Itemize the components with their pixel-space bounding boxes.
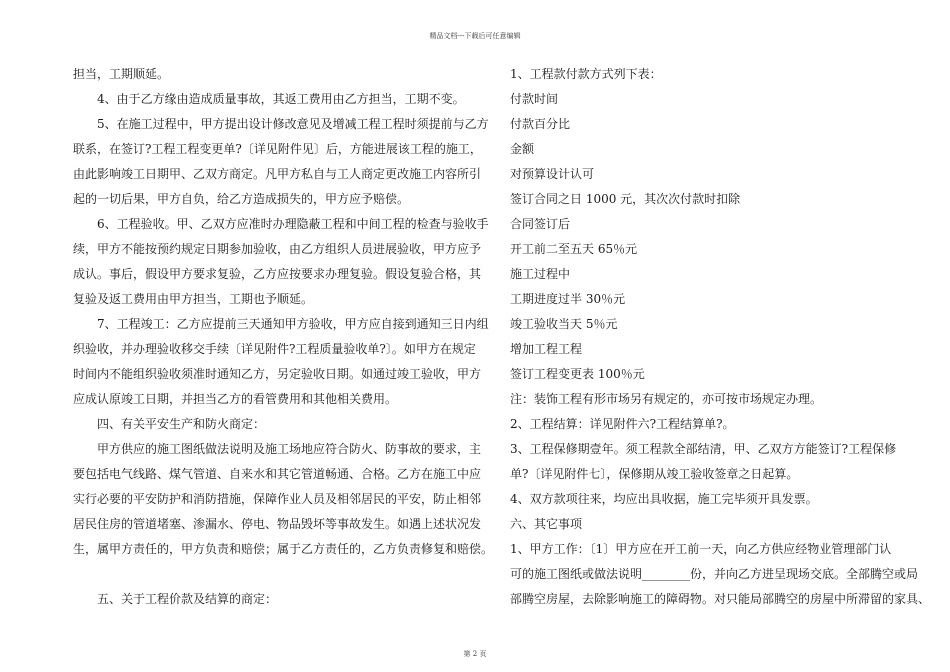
left-text-line: 五、关于工程价款及结算的商定： (97, 592, 278, 606)
left-text-line: 4、由于乙方缘由造成质量事故，其返工费用由乙方担当，工期不变。 (97, 92, 465, 106)
right-text-line: 1、甲方工作：〔1〕甲方应在开工前一天，向乙方供应经物业管理部门认 (510, 542, 892, 556)
left-text-line: 四、有关平安生产和防火商定： (97, 417, 266, 431)
right-text-line: 2、工程结算：详见附件六?工程结算单?。 (510, 417, 735, 431)
left-text-line: 6、工程验收。甲、乙双方应准时办理隐蔽工程和中间工程的检查与验收手 (97, 217, 489, 231)
right-column (510, 62, 931, 612)
right-text-line: 对预算设计认可 (510, 167, 595, 181)
right-text-line: 合同签订后 (510, 217, 571, 231)
left-text-line: 成认。事后，假设甲方要求复验，乙方应按要求办理复验。假设复验合格，其 (73, 267, 482, 281)
right-text-line: 金额 (510, 142, 535, 156)
left-text-line: 由此影响竣工日期甲、乙双方商定。凡甲方私自与工人商定更改施工内容所引 (73, 167, 482, 181)
left-column (73, 62, 494, 612)
left-text-line: 生，属甲方责任的，甲方负责和赔偿；属于乙方责任的，乙方负责修复和赔偿。 (73, 542, 494, 556)
right-text-line: 施工过程中 (510, 267, 571, 281)
right-text-line: 六、其它事项 (510, 517, 583, 531)
right-text-line: 部腾空房屋，去除影响施工的障碍物。对只能局部腾空的房屋中所滞留的家具、 (510, 592, 931, 606)
right-text-line: 付款百分比 (510, 117, 571, 131)
left-text-line: 要包括电气线路、煤气管道、自来水和其它管道畅通、合格。乙方在施工中应 (73, 467, 482, 481)
right-text-line: 工期进度过半 30％元 (510, 292, 626, 306)
left-text-line: 时间内不能组织验收须准时通知乙方，另定验收日期。如通过竣工验收，甲方 (73, 367, 482, 381)
left-text-line: 复验及返工费用由甲方担当，工期也予顺延。 (73, 292, 314, 306)
right-text-line: 付款时间 (510, 92, 559, 106)
right-text-line: 签订工程变更表 100％元 (510, 367, 645, 381)
page-number: 第 2 页 (463, 650, 487, 658)
left-text-line: 5、在施工过程中，甲方提出设计修改意见及增减工程工程时须提前与乙方 (97, 117, 489, 131)
right-text-line: 可的施工图纸或做法说明________份，并向乙方进呈现场交底。全部腾空或局 (510, 567, 919, 581)
right-text-line: 开工前二至五天 65％元 (510, 242, 638, 256)
left-text-line: 续，甲方不能按预约规定日期参加验收，由乙方组织人员进展验收，甲方应予 (73, 242, 482, 256)
left-text-line: 居民住房的管道堵塞、渗漏水、停电、物品毁坏等事故发生。如遇上述状况发 (73, 517, 482, 531)
left-text-line: 起的一切后果，甲方自负，给乙方造成损失的，甲方应予赔偿。 (73, 192, 410, 206)
right-text-line: 竣工验收当天 5％元 (510, 317, 618, 331)
left-text-line: 织验收，并办理验收移交手续〔详见附件?工程质量验收单?〕。如甲方在规定 (73, 342, 476, 356)
right-text-line: 注：装饰工程有形市场另有规定的，亦可按市场规定办理。 (510, 392, 823, 406)
right-text-line: 1、工程款付款方式列下表： (510, 67, 662, 81)
page-header: 精品文档---下载后可任意编辑 (429, 32, 521, 40)
right-text-line: 增加工程工程 (510, 342, 583, 356)
left-text-line: 甲方供应的施工图纸做法说明及施工场地应符合防火、防事故的要求，主 (97, 442, 482, 456)
left-text-line: 7、工程竣工：乙方应提前三天通知甲方验收，甲方应自接到通知三日内组 (97, 317, 489, 331)
left-text-line: 应成认原竣工日期，并担当乙方的看管费用和其他相关费用。 (73, 392, 398, 406)
left-text-line: 担当，工期顺延。 (73, 67, 170, 81)
right-text-line: 3、工程保修期壹年。须工程款全部结清，甲、乙双方方能签订?工程保修 (510, 442, 897, 456)
left-text-line (73, 562, 465, 587)
right-text-line: 签订合同之日 1000 元，其次次付款时扣除 (510, 192, 741, 206)
left-text-line: 联系，在签订?工程工程变更单?〔详见附件见〕后，方能进展该工程的施工， (73, 142, 482, 156)
right-text-line: 4、双方款项往来，均应出具收据，施工完毕须开具发票。 (510, 492, 818, 506)
right-text-line: 单?〔详见附件七〕，保修期从竣工验收签章之日起算。 (510, 467, 799, 481)
left-text-line: 实行必要的平安防护和消防措施，保障作业人员及相邻居民的平安，防止相邻 (73, 492, 482, 506)
